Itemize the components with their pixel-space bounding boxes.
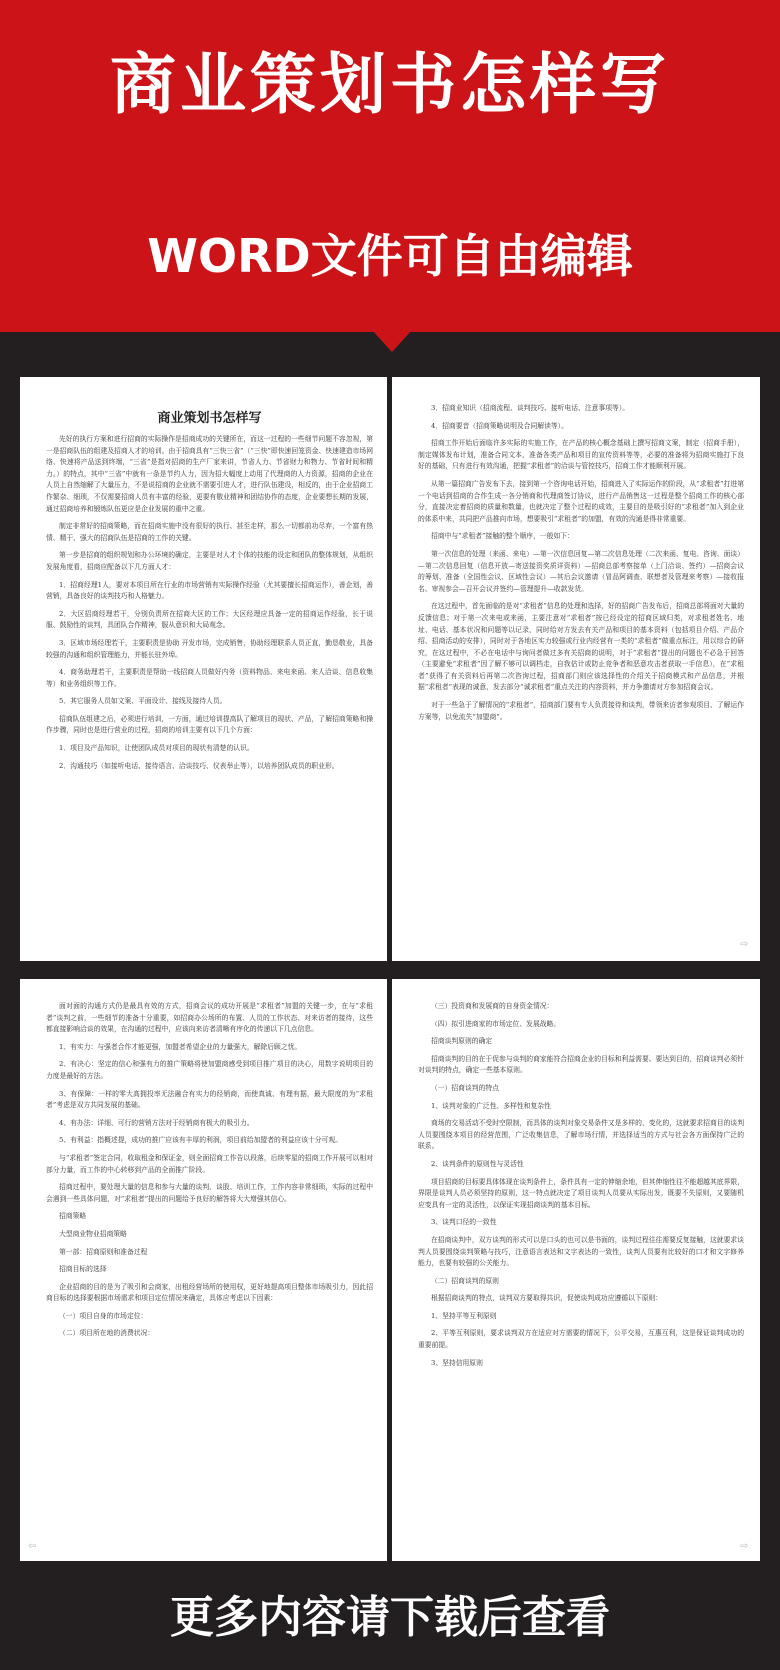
paragraph: 3、谈判口径的一致性	[431, 1218, 497, 1227]
paragraph: 4、有办法：详细、可行的营销方法对于经销商有极大的吸引力。	[59, 1118, 254, 1127]
prev-page-arrow-icon[interactable]: ⇦	[28, 1541, 37, 1552]
next-page-arrow-icon[interactable]: ⇨	[740, 1541, 749, 1552]
paragraph: 第一次信息的处理（来函、来电）—第一次信息回复—第二次信息处理（二次来函、复电、咨询、面谈）—第二次信息回复（信息开放—寄送接资奖质详资料）—招商总部考察接单（上门洽谈、签约）—招商会议的筹划、准备（全国性会议、区域性会议）—其后会议邀请（冒品阿调查、联想者及管理来考察）—接收报名、审视参会—召开会议并签约—管理提升—收款发货。	[418, 549, 744, 593]
next-page-arrow-icon[interactable]: ⇨	[740, 939, 749, 950]
paragraph: 3．区域市场经理若干，主要职责是协助 开发市场，完成销售，协助经理联系人员正直，勤恳敬业，具备较强的沟通和组织管理能力，并能长驻外埠。	[46, 638, 373, 659]
paragraph: 1、谈判对象的广泛性、多样性和复杂性	[431, 1101, 551, 1110]
document-page-4	[392, 979, 760, 1561]
paragraph: 招商谈判原则的确定	[431, 1037, 493, 1046]
paragraph: 1．项目及产品知识，让使团队成员对项目的现状有清楚的认识。	[59, 744, 254, 753]
paragraph: 先好的执行方案和进行招商的实际操作是招商成功的关键所在，而这一过程的一些细节问题不容忽视，第一是招商队伍的组建及招商人才的培训。由于招商具有“三快三省”（“三快”即快速回笼资金、快速建造市场网络、快速将产品送到终端，“三省”是指对招商的生产厂家来讲，节省人力、节省财力和物力、节省时间和精力。）的特点，其中“三省”中就有一条是节约人力，因为招大幅度上动用了代理商的人力资源，招商的企业在人员上自然缩解了大量压力，不是说招商的企业就不需要引进人才，进行队伍建设，相反的，由于企业招商工作繁杂、细琐，不仅需要招商人员有丰富的经验，更要有敬业精神和团结协作的态度，企业要想长期的发展，通过招商培养和锻炼队伍更应是企业发展的重中之重。	[46, 435, 373, 513]
paragraph: 制定非常好的招商策略，而在招商实施中没有很好的执行、甚至走样，那么一切都前功尽弃，一个富有热情、精干、强大的招商队伍是招商的工作的关键。	[46, 522, 373, 542]
page-2-body	[418, 403, 744, 723]
banner-subtitle: WORD文件可自由编辑	[147, 229, 633, 283]
paragraph: 企业招商的目的是为了吸引和会商家，出租经营场所的使用权，更好地提高项目整体市场吸引力，因此招商目标的选择要根据市场需求和项目定位情况来确定，具体应考虑以下因素：	[46, 1282, 373, 1303]
paragraph: 招商谈判的目的在于促参与谈判的商家能符合招商企业的目标和利益需要。要达到目的，招商谈判必须针对谈判的特点，确定一些基本原则。	[418, 1054, 744, 1075]
paragraph: 第一步是招商的组织规划和办公环境的确定，主要是对人才个体的技能的设定和团队的整体规划，从组织发展角度看，招商应配备以下几方面人才：	[46, 551, 373, 571]
paragraph: 招商工作开始后面临许多实际的实施工作，在产品的核心概念基础上撰写招商文案，制定（招商手册），制定媒体发布计划，准备合同文本，准备各类产品和项目的宣传资料等等，必要的准备将为招商实施打下良好的基础，只有进行有效沟通，把握“求租者”的洽谈与管控技巧，招商工作才能顺利开展。	[418, 439, 744, 471]
paragraph: 招商目标的选择	[59, 1265, 107, 1274]
banner-title: 商业策划书怎样写	[110, 46, 670, 123]
document-page-2	[392, 377, 760, 961]
paragraph: 4．招商要音（招商策略说明及合同解读等）。	[431, 421, 568, 430]
paragraph: 在这过程中，首先面临的是对“求租者”信息的处理和选择，好的招商广告发布后，招商总部将面对大量的反馈信息；对于第一次来电或来函，主要注意对“求租者”按已经设定的招商区域归类，对求租者姓名、地址、电话、基本状况和问题等以记录，同时给对方发去有关产品和项目的基本资料（包括项目介绍、产品介绍、招商活动的安排），同时对于各地区实力较强或行业内经营有一类的“求租者”做重点标注，用以综合的研究，在这过程中，不必在电话中与询问者做过多有关招商的说明，对于“求租者”提出的问题也不必急于回答（主要避免“求租者”因了解不够可以调档走，自我估计或防止竞争者和恶意攻击者获取一手信息），在“求租者”获得了有关资料后再第二次咨询过程，招商部门则应该选择性的介绍关于招商模式和产品信息，并根据“求租者”表现的诚意，发去部分“诚求租者”重点关注的内容资料，并力争邀请对方参加招商会议。	[418, 602, 744, 692]
paragraph: 1．招商经理1人，要对本项目所在行业的市场营销有实际操作经验（尤其要擅长招商运作），善企划，善营销，具备良好的谈判技巧和人格魅力。	[46, 580, 373, 601]
paragraph: 在招商谈判中，双方谈判的形式可以是口头的也可以是书面的，谈判过程往往需要反复接触，这就要求谈判人员要围绕谈判策略与技巧，注意语言表达和文字表达的一致性，谈判人员要有比较好的口才和文字修养能力，也要有较强的公关能力。	[418, 1235, 744, 1268]
header-banner	[0, 0, 780, 332]
paragraph: 1、坚持平等互利原则	[431, 1311, 497, 1320]
paragraph: 根据招商谈判的特点，谈判双方要取得共识，促使谈判成功应遵循以下原则：	[431, 1294, 663, 1303]
paragraph: 招商中与“求租者”接触的整个顺序，一般如下：	[431, 532, 574, 541]
paragraph: （一）项目自身的市场定位：	[59, 1311, 148, 1320]
paragraph: 2、谈判条件的原则性与灵活性	[431, 1159, 524, 1168]
paragraph: （一）招商谈判的特点	[431, 1083, 499, 1092]
paragraph: 3．招商业知识（招商流程、谈判技巧、接听电话、注意事项等）。	[431, 404, 630, 412]
page-4-body	[418, 1001, 744, 1369]
paragraph: 5、有利益：指概述提，成功的推广应该有丰厚的利润，项目前给加盟者的利益应该十分可观。	[59, 1136, 342, 1145]
paragraph: 对于一些急于了解情况的“求租者”，招商部门要有专人负责接待和谈判，带领来访者参观项目、了解运作方案等，以免流失“加盟商”。	[418, 701, 744, 721]
paragraph: 3、坚持信用原则	[431, 1358, 483, 1367]
paragraph: （三）投资商和发展商的自身资金情况：	[431, 1002, 554, 1010]
paragraph: 招商过程中，要处理大量的信息和参与大量的谈判、谈股、培训工作，工作内容非常细琐，实际的过程中会遇到一些具体问题，对“求租者”提出的问题给予良好的解答将大大增强其信心。	[46, 1183, 373, 1203]
paragraph: 2、有决心：坚定的信心和强有力的推广策略将使加盟商感受到项目推广项目的决心，用数字说明项目的力度是最好的方法。	[46, 1060, 373, 1080]
document-page-1	[20, 377, 387, 961]
document-title: 商业策划书怎样写	[157, 411, 262, 426]
paragraph: 3、有保障：一样的零大高拥投率无法融合有实力的经销商，而使真诚、有理有据，最大限度的为“求租者”考虑是双方共同发展的基础。	[46, 1089, 373, 1110]
paragraph: 大型商业物业招商策略	[59, 1229, 127, 1238]
page-1-body	[46, 434, 373, 772]
paragraph: 2．沟通技巧（如接听电话、接待语言、洽谈技巧、仪表举止等），以培养团队成员的职业形。	[59, 761, 339, 770]
footer-caption: 更多内容请下载后查看	[170, 1592, 610, 1643]
paragraph: 招商队伍组建之后，必须进行培训，一方面，通过培训提高队了解项目的现状、产品，了解招商策略和操作步骤，同时也是进行营业的过程，招商的培训主要有以下几个方面：	[46, 714, 373, 735]
paragraph: （四）拟引进商家的市场定位、发展战略。	[431, 1019, 561, 1028]
paragraph: 招商策略	[59, 1212, 87, 1221]
paragraph: （二）项目所在地的消费状况：	[59, 1329, 155, 1338]
document-page-3	[20, 979, 387, 1561]
paragraph: （二）招商谈判的原则	[431, 1276, 499, 1285]
paragraph: 2．大区招商经理若干，分别负责所在招商大区的工作；大区经理应具备一定的招商运作经验，长于说服、鼓励性的谈判，具团队合作精神，服从意识和大局观念。	[46, 609, 373, 630]
paragraph: 4．商务助理若干，主要职责是帮助一线招商人员做好内务（资料物品、来电来函、来人洽谈、信息收集等）和业务组织等工作。	[46, 668, 373, 688]
paragraph: 5．其它服务人员如文案、平面设计、接线及接待人员。	[59, 697, 227, 706]
page-3-body	[46, 1001, 373, 1340]
paragraph: 与“求租者”签定合同，收取租金和保证金，则全面招商工作告以段落，后续零星的招商工作开展可以相对部分力量，而工作的中心转移到产品的全面推广阶段。	[46, 1153, 373, 1174]
paragraph: 从第一篇招商广告发布下去，接到第一个咨询电话开始，招商进入了实际运作的阶段，从“求租者”打进第一个电话到招商的合作生成一各分销商和代理商签订协议，进行产品销售这一过程是整个招商工作的核心部分，直接决定着招商的质量和数量，也就决定了整个过程的成效，主要目的是吸引好的“求租者”加入到企业的体系中来，共同把产品推向市场，想要吸引“求租者”的加盟，有效的沟通是得非常重要。	[418, 479, 744, 523]
paragraph: 面对面的沟通方式仍是最具有效的方式，招商会议的成功开展是“求租者”加盟的关键一步，在与“求租者”谈判之前，一些细节的准备十分重要，如招商办公场所的布置、人员的工作状态、对来访者的接待，这些都直接影响洽谈的效果，在沟通的过程中，应该向来访者清晰有序化的传递以下几点信息。	[46, 1002, 373, 1034]
banner-pointer	[372, 330, 412, 352]
paragraph: 2、平等互利原则，要求谈判双方在适应对方需要的情况下，公平交易，互惠互利，这是保证谈判成功的重要前提。	[418, 1329, 744, 1350]
paragraph: 项目招商的目标要具体体现在谈判条件上，条件具有一定的伸缩余地，但其伸缩性往不能超越其底界限，界限是谈判人员必须坚持的原则，这一特点就决定了项目谈判人员要从实际出发，既要不失原则，又要随机应变具有一定的灵活性，以保证实现招商谈判的基本目标。	[418, 1177, 744, 1209]
paragraph: 1、有实力：与强者合作才能更强，加盟者希望企业的力量强大，解除后顾之忧。	[59, 1042, 302, 1051]
paragraph: 商场的交易活动不受时空限制，而具体的谈判对象交易条件又是多样的、变化的，这就要求招商目的谈判人员要围绕本项目的经营范围，广泛收集信息，了解市场行情，并选择适当的方式与社会各方面保持广泛的联系。	[418, 1119, 744, 1151]
paragraph: 第一部：招商原则和准备过程	[59, 1247, 148, 1256]
